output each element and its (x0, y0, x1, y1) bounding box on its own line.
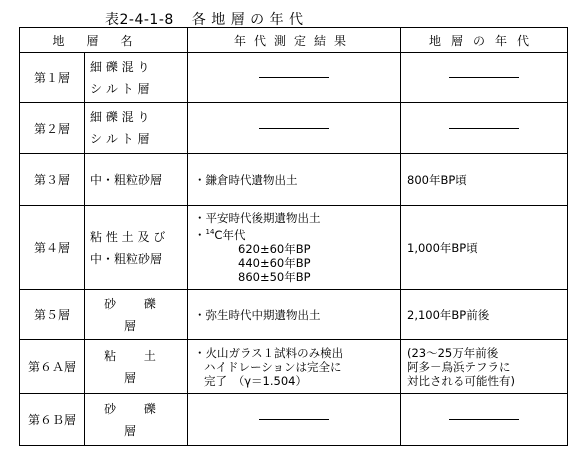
name-cell (85, 206, 188, 290)
layer-cell: 第４層 (20, 206, 85, 290)
strata-age-table (19, 27, 568, 446)
table-row (20, 53, 568, 103)
layer-cell: 第５層 (20, 290, 85, 340)
dash-mark (259, 128, 329, 129)
header-layer-name: 地層名 (20, 28, 188, 53)
table-number: 表2-4-1-8 (105, 12, 174, 28)
table-row (20, 340, 568, 394)
table-row (20, 154, 568, 206)
dash-mark (449, 128, 519, 129)
header-result: 年代測定結果 (188, 28, 401, 53)
name-cell: 砂 礫 層 (85, 290, 188, 340)
table-row (20, 206, 568, 290)
age-cell: 2,100年BP前後 (401, 290, 568, 340)
age-line: 阿多－鳥浜テフラに (407, 359, 511, 374)
c14-label: C年代 (214, 227, 246, 242)
result-cell-empty (188, 53, 401, 103)
name-cell (85, 53, 188, 103)
age-cell-empty (401, 53, 568, 103)
c14-superscript: 14 (205, 228, 215, 237)
result-line (194, 225, 400, 242)
result-cell: ・弥生時代中期遺物出土 (188, 290, 401, 340)
name-cell: 砂 礫 層 (85, 394, 188, 446)
result-line: 440±60年BP (238, 255, 311, 270)
result-line: 620±60年BP (238, 241, 311, 256)
header-age: 地層の年代 (401, 28, 568, 53)
age-cell (401, 340, 568, 394)
c14-prefix-dot: ・ (194, 227, 206, 242)
age-cell: 800年BP頃 (401, 154, 568, 206)
result-line: 完了 （γ＝1.504） (204, 373, 307, 388)
table-row (20, 103, 568, 154)
age-cell-empty (401, 394, 568, 446)
result-cell-empty (188, 103, 401, 154)
dash-mark (259, 419, 329, 420)
name-line: シ ル ト 層 (90, 81, 150, 96)
name-line: シ ル ト 層 (90, 132, 150, 146)
layer-cell: 第６Ａ層 (20, 340, 85, 394)
result-line: ・平安時代後期遺物出土 (194, 211, 321, 226)
age-line: 対比される可能性有) (407, 373, 515, 388)
age-cell-empty (401, 103, 568, 154)
table-caption: 各 地 層 の 年 代 (191, 12, 304, 28)
dash-mark (259, 77, 329, 78)
dash-mark (449, 77, 519, 78)
layer-cell: 第２層 (20, 103, 85, 154)
name-line: 細 礫 混 り (90, 59, 150, 74)
layer-cell: 第６Ｂ層 (20, 394, 85, 446)
name-line: 細 礫 混 り (90, 110, 150, 124)
age-line: (23～25万年前後 (407, 345, 499, 360)
name-cell: 中・粗粒砂層 (85, 154, 188, 206)
result-cell (188, 206, 401, 290)
dash-mark (449, 419, 519, 420)
result-cell-empty (188, 394, 401, 446)
table-row (20, 394, 568, 446)
table-title (105, 9, 304, 29)
header-row (20, 28, 568, 53)
result-line: 860±50年BP (238, 269, 311, 284)
result-cell: ・鎌倉時代遺物出土 (188, 154, 401, 206)
result-cell (188, 340, 401, 394)
name-line: 中・粗粒砂層 (90, 251, 163, 266)
result-line: ・火山ガラス１試料のみ検出 (194, 345, 344, 360)
table-row (20, 290, 568, 340)
name-cell: 粘 土 層 (85, 340, 188, 394)
layer-cell: 第３層 (20, 154, 85, 206)
layer-cell: 第１層 (20, 53, 85, 103)
age-cell: 1,000年BP頃 (401, 206, 568, 290)
name-line: 粘 性 土 及 び (90, 229, 166, 244)
result-line: ハイドレーションは完全に (204, 359, 342, 374)
name-cell (85, 103, 188, 154)
